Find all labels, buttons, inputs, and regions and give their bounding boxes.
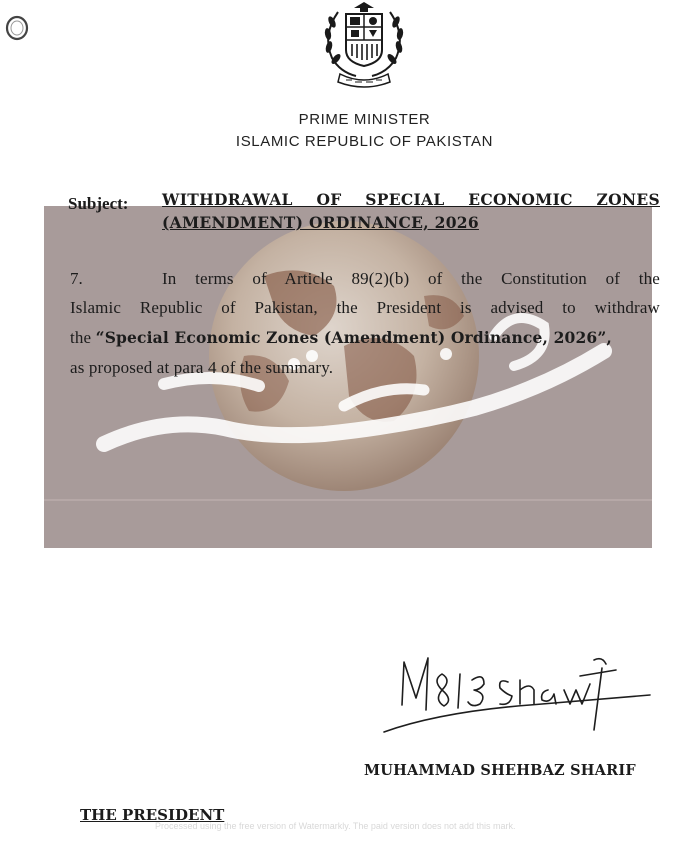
paragraph-line-3 — [70, 328, 660, 348]
paragraph-line-2: Islamic Republic of Pakistan, the President is advised to withdraw — [70, 298, 660, 317]
paragraph-line-4: as proposed at para 4 of the summary. — [70, 358, 334, 377]
footer-note: Processed using the free version of Watermarkly. The paid version does not add this mark. — [155, 821, 516, 831]
line-3-suffix: , — [606, 328, 612, 347]
signer-name: MUHAMMAD SHEHBAZ SHARIF — [364, 762, 636, 779]
punch-hole-icon — [5, 15, 29, 41]
ordinance-title: “Special Economic Zones (Amendment) Ordinance, 2026” — [95, 328, 607, 347]
office-title: PRIME MINISTER — [298, 111, 431, 128]
handwritten-signature — [380, 650, 655, 750]
paragraph-line-1: In terms of Article 89(2)(b) of the Constitution of the — [162, 269, 660, 288]
subject-label: Subject: — [68, 194, 129, 213]
office-subtitle: ISLAMIC REPUBLIC OF PAKISTAN — [235, 133, 494, 150]
subject-text: WITHDRAWAL OF SPECIAL ECONOMIC ZONES (AMENDMENT) ORDINANCE, 2026 — [162, 190, 660, 232]
recipient: THE PRESIDENT — [80, 806, 225, 824]
state-emblem-icon — [318, 0, 410, 92]
line-3-prefix: the — [70, 328, 96, 347]
paragraph-number: 7. — [70, 269, 83, 288]
